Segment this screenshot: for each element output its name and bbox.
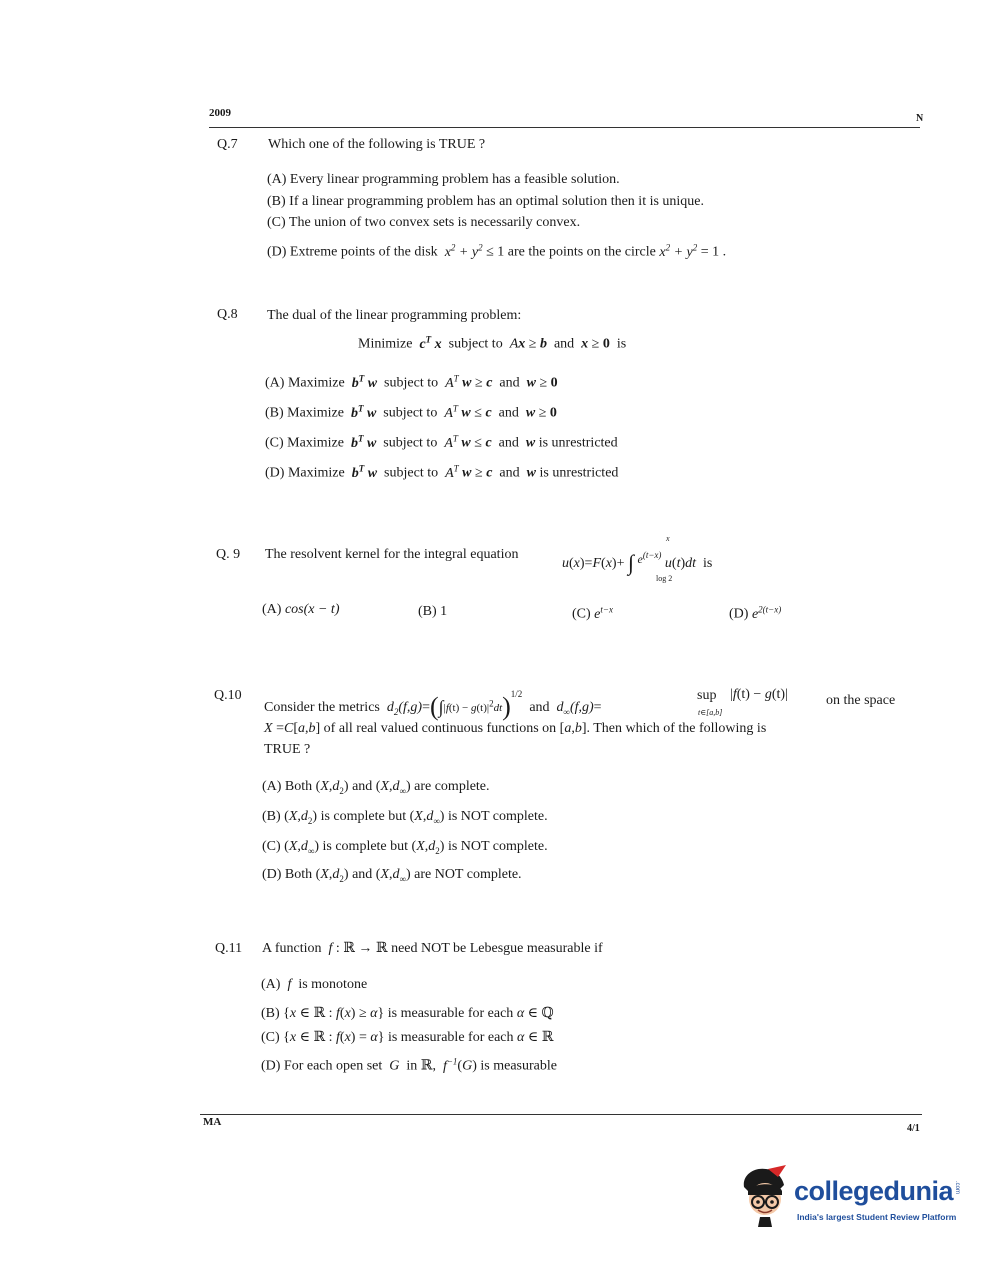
q7-option-b: (B) If a linear programming problem has an optimal solution then it is unique. bbox=[267, 194, 705, 209]
q10-line1: Consider the metrics $d_2(f,g)=(\int|f(t) - g(t)|^2dt)^{1/2}$ and $d_\infty(f,g)=$ bbox=[264, 689, 602, 721]
q10-on-space: on the space bbox=[826, 693, 896, 708]
q11-option-b: (B) {x ∈ ℝ : f(x) ≥ α} is measurable for each α ∈ ℚ bbox=[261, 1006, 554, 1021]
q11-number: Q.11 bbox=[215, 941, 243, 956]
q10-sup: sup bbox=[697, 688, 717, 703]
header-year: 2009 bbox=[209, 107, 231, 119]
footer-rule bbox=[200, 1114, 922, 1115]
q9-option-b: (B) 1 bbox=[418, 604, 448, 619]
q7-option-a: (A) Every linear programming problem has a feasible solution. bbox=[267, 172, 620, 187]
q10-option-c: (C) $(X,d_\infty)$ is complete but $(X,d_2)$ is NOT complete. bbox=[262, 839, 548, 856]
q8-option-c: (C) Maximize $b^T$ w subject to $A^T$ w ≤ c and w is unrestricted bbox=[265, 433, 618, 451]
q11-text: A function f : ℝ → ℝ need NOT be Lebesgue measurable if bbox=[262, 941, 603, 956]
q7-option-d-mid: are the points on the circle bbox=[507, 244, 656, 260]
header-rule bbox=[209, 127, 920, 128]
q7-option-d-rhs2: = 1 . bbox=[700, 244, 727, 260]
q9-text: The resolvent kernel for the integral equation bbox=[265, 547, 519, 562]
q8-text: The dual of the linear programming problem: bbox=[267, 308, 522, 323]
q11-option-a: (A) f is monotone bbox=[261, 977, 368, 992]
q9-equation: u(x)=F(x)+ ∫ $e^{(t-x)}$ u(t)dt is bbox=[562, 550, 713, 575]
footer-page-number: 4/1 bbox=[907, 1123, 920, 1134]
q7-option-d-prefix: (D) Extreme points of the disk bbox=[267, 244, 438, 260]
q11-option-d: (D) For each open set G in ℝ, $f^{-1}(G)$ is measurable bbox=[261, 1056, 557, 1074]
q9-option-d: (D) $e^{2(t-x)}$ bbox=[729, 604, 782, 622]
q9-option-c: (C) $e^{t-x}$ bbox=[572, 604, 613, 622]
q7-option-d-rhs1: ≤ 1 bbox=[486, 244, 505, 260]
q8-primal: Minimize $c^T$ x subject to Ax ≥ b and x ≥ 0 is bbox=[358, 334, 627, 352]
brand-tagline: India's largest Student Review Platform bbox=[797, 1212, 957, 1222]
brand-dot-com: .com bbox=[954, 1181, 960, 1195]
q10-option-a: (A) Both $(X,d_2)$ and $(X,d_\infty)$ are complete. bbox=[262, 779, 490, 796]
header-corner-mark: N bbox=[916, 113, 924, 124]
q8-option-b: (B) Maximize $b^T$ w subject to $A^T$ w ≤ c and w ≥ 0 bbox=[265, 403, 557, 421]
brand-name: collegedunia bbox=[794, 1176, 954, 1206]
q10-line3: TRUE ? bbox=[264, 742, 311, 757]
q11-option-c: (C) {x ∈ ℝ : f(x) = α} is measurable for each α ∈ ℝ bbox=[261, 1030, 554, 1045]
q10-sup-expr: |f(t) − g(t)| bbox=[730, 687, 788, 702]
q8-number: Q.8 bbox=[217, 307, 238, 322]
q10-number: Q.10 bbox=[214, 688, 242, 703]
q9-option-a: (A) cos(x − t) bbox=[262, 602, 340, 617]
q9-upper-limit: x bbox=[666, 534, 670, 543]
q10-option-d: (D) Both $(X,d_2)$ and $(X,d_\infty)$ are NOT complete. bbox=[262, 867, 522, 884]
q7-option-d: (D) Extreme points of the disk $x^2 + y^2 \le 1$ are the points on the circle $x^2 + y^2 = 1$ . bbox=[267, 242, 727, 260]
q7-text: Which one of the following is TRUE ? bbox=[268, 137, 486, 152]
footer-paper-code: MA bbox=[203, 1116, 222, 1128]
q7-number: Q.7 bbox=[217, 137, 238, 152]
q7-option-c: (C) The union of two convex sets is necessarily convex. bbox=[267, 215, 581, 230]
q10-line2: X =C[a,b] of all real valued continuous functions on [a,b]. Then which of the following is bbox=[264, 721, 767, 736]
q8-option-a: (A) Maximize $b^T$ w subject to $A^T$ w ≥ c and w ≥ 0 bbox=[265, 373, 558, 391]
q10-sup-sub: t∈[a,b] bbox=[698, 708, 723, 717]
q9-number: Q. 9 bbox=[216, 547, 241, 562]
collegedunia-mascot-icon bbox=[738, 1165, 794, 1235]
q9-lower-limit: log 2 bbox=[656, 574, 673, 583]
q8-option-d: (D) Maximize $b^T$ w subject to $A^T$ w ≥ c and w is unrestricted bbox=[265, 463, 619, 481]
q10-option-b: (B) $(X,d_2)$ is complete but $(X,d_\infty)$ is NOT complete. bbox=[262, 809, 548, 826]
